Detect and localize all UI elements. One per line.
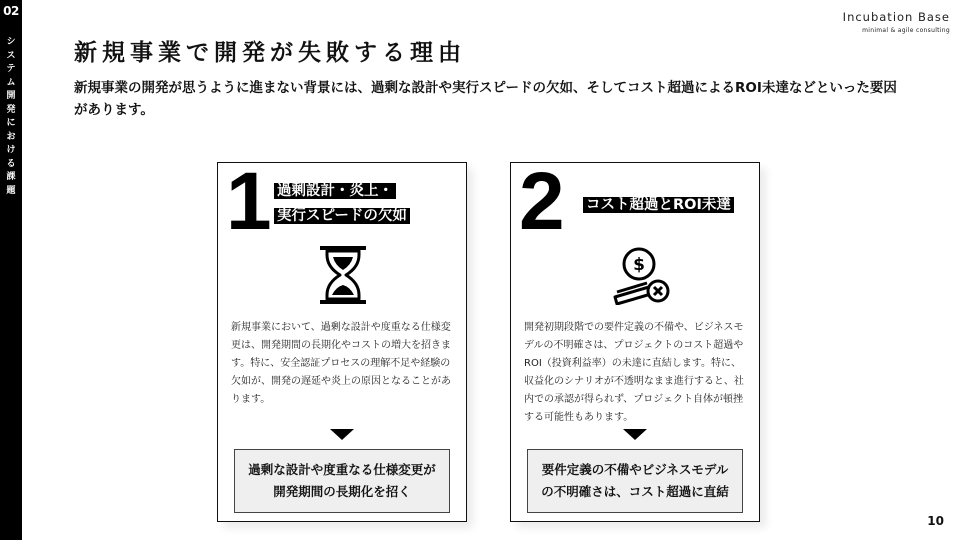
slide-subtitle: 新規事業の開発が思うように進まない背景には、過剰な設計や実行スピードの欠如、そしてコスト超過によるROI未達などといった要因があります。 bbox=[74, 80, 897, 118]
conclusion-line2: 開発期間の長期化を招く bbox=[273, 484, 411, 499]
section-number: 02 bbox=[3, 4, 19, 18]
reason-conclusion bbox=[527, 449, 743, 513]
money-loss-icon bbox=[611, 247, 671, 309]
reason-body: 開発初期段階での要件定義の不備や、ビジネスモデルの不明確さは、プロジェクトのコスト超過やROI（投資利益率）の未達に直結します。特に、収益化のシナリオが不透明なまま進行すると、社内での承認が得られず、プロジェクト自体が頓挫する可能性もあります。 bbox=[524, 322, 744, 423]
brand-logo bbox=[843, 10, 950, 34]
reason-number: 2 bbox=[519, 156, 565, 247]
conclusion-line2: の不明確さは、コスト超過に直結 bbox=[541, 484, 729, 499]
reason-heading-line1: コスト超過とROI未達 bbox=[583, 197, 734, 213]
hourglass-icon bbox=[318, 245, 368, 309]
reason-heading-line1: 過剰設計・炎上・ bbox=[274, 183, 396, 199]
reason-body: 新規事業において、過剰な設計や度重なる仕様変更は、開発期間の長期化やコストの増大を招きます。特に、安全認証プロセスの理解不足や経験の欠如が、開発の遅延や炎上の原因となることがあります。 bbox=[231, 322, 451, 405]
conclusion-line1: 過剰な設計や度重なる仕様変更が bbox=[248, 462, 436, 477]
slide-title: 新規事業で開発が失敗する理由 bbox=[74, 40, 466, 66]
reason-number: 1 bbox=[226, 156, 272, 247]
reason-card-2 bbox=[510, 156, 760, 522]
down-arrow-icon bbox=[330, 429, 354, 440]
page-number: 10 bbox=[927, 514, 944, 528]
section-sidebar bbox=[0, 0, 22, 540]
brand-tagline: minimal & agile consulting bbox=[862, 27, 950, 34]
brand-name: Incubation Base bbox=[842, 10, 950, 24]
down-arrow-icon bbox=[623, 429, 647, 440]
svg-text:$: $ bbox=[633, 255, 645, 275]
section-title: システム開発における課題 bbox=[6, 37, 16, 196]
conclusion-line1: 要件定義の不備やビジネスモデル bbox=[541, 462, 729, 477]
reason-card-1 bbox=[217, 156, 467, 522]
reason-conclusion bbox=[234, 449, 450, 513]
reason-heading bbox=[583, 193, 734, 218]
reason-heading-line2: 実行スピードの欠如 bbox=[274, 208, 410, 224]
reason-heading bbox=[274, 179, 410, 229]
